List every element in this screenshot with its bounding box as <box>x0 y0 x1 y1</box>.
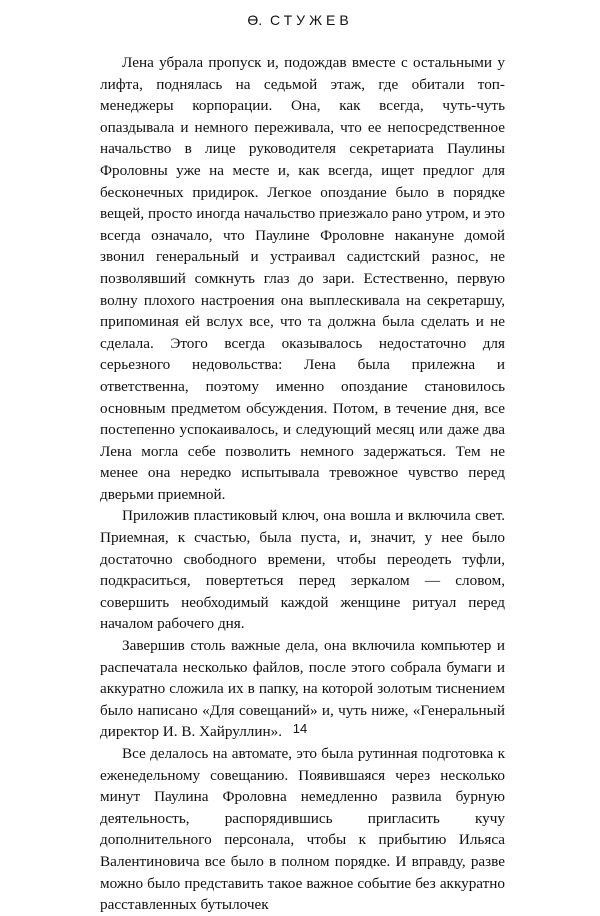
author-surname: СТУЖЕВ <box>269 12 353 28</box>
author-initial: Ө. <box>247 12 263 28</box>
page-number: 14 <box>292 721 308 736</box>
paragraph-1: Лена убрала пропуск и, подождав вместе с остальными у лифта, поднялась на седьмой этаж, где обитали топ-менеджеры корпорации. Она, как всегда, чуть-чуть опаздывала и немного переживала, что ее непосредственное начальство в лице руководителя секретариата Паулины Фроловны уже на месте и, как всегда, ищет предлог для бесконечных придирок. Легкое опоздание было в порядке вещей, просто иногда начальство приезжало рано утром, и это всегда означало, что Паулине Фроловне накануне домой звонил генеральный и устраивал садистский разнос, не позволявший сомкнуть глаз до зари. Естественно, первую волну плохого настроения она выплескивала на секретаршу, припоминая ей вслух все, что та должна была сделать и не сделала. Этого всегда оказывалось недостаточно для серьезного недовольства: Лена была прилежна и ответственна, поэтому именно опоздание становилось основным предметом обсуждения. Потом, в течение дня, все постепенно успокаивалось, и следующий месяц или даже два Лена могла себе позволить немного задержаться. Тем не менее она нередко испытывала тревожное чувство перед дверьми приемной. <box>100 54 505 503</box>
paragraph-4: Все делалось на автомате, это была рутинная подготовка к еженедельному совещанию. Появившаяся через несколько минут Паулина Фроловна немедленно развила бурную деятельность, распорядившись пригласить кучу дополнительного персонала, чтобы к прибытию Ильяса Валентиновича все было в полном порядке. И вправду, разве можно было представить такое важное событие без аккуратно расставленных бутылочек <box>100 745 505 914</box>
paragraph-3: Завершив столь важные дела, она включила компьютер и распечатала несколько файлов, после этого собрала бумаги и аккуратно сложила их в папку, на которой золотым тиснением было написано «Для совещаний» и, чуть ниже, «Генеральный директор И. В. Хайруллин». <box>100 637 505 741</box>
body-text <box>100 52 505 916</box>
paragraph-2: Приложив пластиковый ключ, она вошла и включила свет. Приемная, к счастью, была пуста, и, значит, у нее было достаточно свободного времени, чтобы переодеть туфли, подкраситься, повертеться перед зеркалом — словом, совершить необходимый каждой женщине ритуал перед началом рабочего дня. <box>100 507 505 633</box>
running-head <box>0 12 600 28</box>
